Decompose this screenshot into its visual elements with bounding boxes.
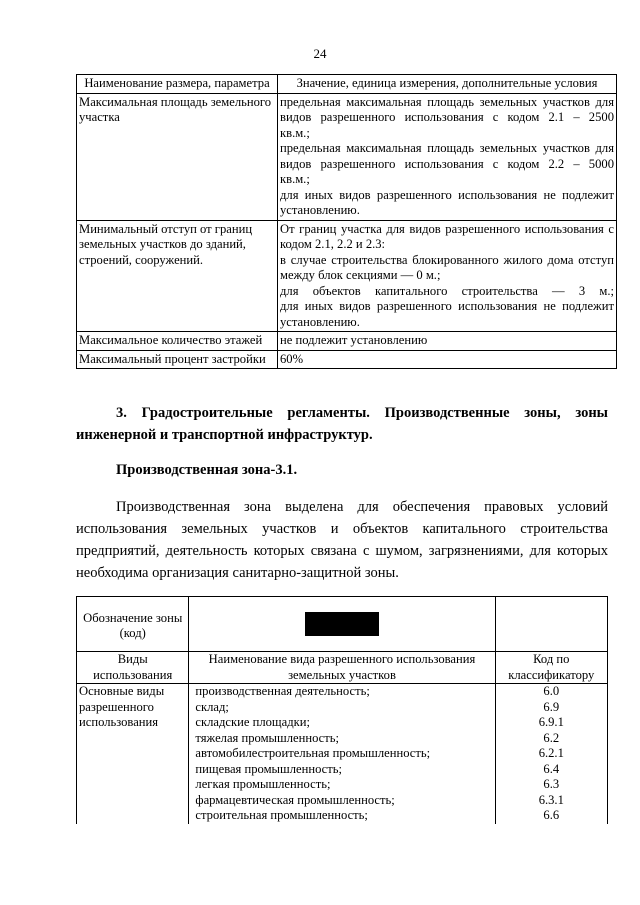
main-uses-row bbox=[77, 684, 608, 824]
use-codes-list bbox=[498, 684, 605, 824]
section-heading: 3. Градостроительные регламенты. Производственные зоны, зоны инженерной и транспортной инфраструктур. bbox=[76, 405, 608, 443]
parameter-value-line: между блок секциями — 0 м.; bbox=[280, 268, 441, 282]
table-row bbox=[77, 93, 617, 220]
parameter-value-line: 60% bbox=[280, 351, 304, 366]
zone-code-cell bbox=[189, 597, 495, 652]
parameter-name-line: Максимальное количество этажей bbox=[79, 333, 263, 347]
use-codes-cell bbox=[495, 684, 607, 824]
parameter-value-line: не подлежит установлению bbox=[280, 333, 428, 347]
parameter-value-cell bbox=[278, 332, 617, 351]
zone-description: Производственная зона выделена для обеспечения правовых условий использования земельных участков и объектов капитального строительства предприятий, деятельность которых связана с шумом, загрязнениями, для которых необходима организация санитарно-защитной зоны. bbox=[76, 499, 608, 581]
parameter-value-line: предельная максимальная площадь земельных участков для bbox=[280, 94, 614, 109]
parameter-name-line: строений, сооружений. bbox=[79, 252, 204, 267]
table-row bbox=[77, 350, 617, 369]
use-name-item: легкая промышленность; bbox=[195, 777, 331, 791]
use-names-list bbox=[191, 684, 492, 824]
column-header-types: Виды использования bbox=[77, 652, 189, 684]
parameter-name-cell bbox=[77, 93, 278, 220]
zone-code-row bbox=[77, 597, 608, 652]
use-name-item: автомобилестроительная промышленность; bbox=[195, 746, 431, 760]
use-name-item: пищевая промышленность; bbox=[195, 761, 343, 776]
parameter-name-line: участка bbox=[79, 110, 120, 124]
parameter-value-cell bbox=[278, 220, 617, 332]
parameters-table-body bbox=[77, 93, 617, 369]
parameter-value-line: для иных видов разрешенного использования не подлежит bbox=[280, 299, 614, 313]
parameter-name-cell bbox=[77, 350, 278, 369]
column-header-value: Значение, единица измерения, дополнительные условия bbox=[278, 75, 617, 94]
redacted-block bbox=[305, 612, 379, 636]
parameter-name-line: Максимальный процент застройки bbox=[79, 351, 266, 366]
zone-title: Производственная зона-3.1. bbox=[116, 462, 298, 478]
use-code-item: 6.3.1 bbox=[538, 792, 564, 807]
column-header-code: Код по классификатору bbox=[495, 652, 607, 684]
use-code-item: 6.2.1 bbox=[538, 746, 564, 760]
use-name-item: складские площадки; bbox=[195, 715, 310, 729]
zone-code-empty-cell bbox=[495, 597, 607, 652]
parameter-value-cell bbox=[278, 93, 617, 220]
parameter-value-line: установлению. bbox=[280, 203, 360, 217]
parameter-value-cell bbox=[278, 350, 617, 369]
parameter-value-line: видов разрешенного использования с кодом 2.2 – 5000 bbox=[280, 156, 614, 171]
use-code-item: 6.0 bbox=[543, 684, 560, 698]
use-code-item: 6.4 bbox=[543, 761, 560, 776]
use-name-item: строительная промышленность; bbox=[195, 808, 368, 822]
use-names-cell bbox=[189, 684, 495, 824]
use-name-item: тяжелая промышленность; bbox=[195, 730, 340, 745]
parameter-value-line: кв.м.; bbox=[280, 125, 310, 140]
parameter-name-line: Максимальная площадь земельного bbox=[79, 94, 272, 109]
parameters-table bbox=[76, 74, 617, 369]
parameter-name-cell bbox=[77, 332, 278, 351]
zone-table bbox=[76, 596, 608, 824]
main-types-label: Основные виды разрешенного использования bbox=[77, 684, 189, 824]
parameter-value-line: От границ участка для видов разрешенного использования с bbox=[280, 221, 614, 236]
parameter-value-line: для объектов капитального строительства — 3 м.; bbox=[280, 283, 614, 298]
use-name-item: фармацевтическая промышленность; bbox=[195, 792, 395, 807]
table-row bbox=[77, 332, 617, 351]
parameter-value-line: кв.м.; bbox=[280, 172, 310, 186]
parameter-name-cell bbox=[77, 220, 278, 332]
use-name-item: производственная деятельность; bbox=[195, 684, 370, 698]
parameter-value-line: предельная максимальная площадь земельных участков для bbox=[280, 141, 614, 155]
parameter-value-line: видов разрешенного использования с кодом 2.1 – 2500 bbox=[280, 110, 614, 124]
use-code-item: 6.9.1 bbox=[538, 715, 564, 729]
parameter-name-line: Минимальный отступ от границ bbox=[79, 221, 253, 236]
parameter-value-line: в случае строительства блокированного жилого дома отступ bbox=[280, 252, 614, 267]
use-code-item: 6.6 bbox=[543, 808, 560, 822]
table-row bbox=[77, 220, 617, 332]
table-header-row bbox=[77, 75, 617, 94]
parameter-value-line: кодом 2.1, 2.2 и 2.3: bbox=[280, 237, 386, 251]
zone-table-header-row bbox=[77, 652, 608, 684]
use-code-item: 6.9 bbox=[543, 699, 560, 714]
parameter-name-line: земельных участков до зданий, bbox=[79, 237, 246, 251]
use-name-item: склад; bbox=[195, 699, 229, 714]
page-number: 24 bbox=[313, 46, 327, 61]
use-code-item: 6.2 bbox=[543, 730, 560, 745]
parameter-value-line: для иных видов разрешенного использования не подлежит bbox=[280, 187, 614, 202]
use-code-item: 6.3 bbox=[543, 777, 560, 791]
zone-code-label: Обозначение зоны (код) bbox=[77, 597, 189, 652]
column-header-use-name: Наименование вида разрешенного использования земельных участков bbox=[189, 652, 495, 684]
column-header-parameter: Наименование размера, параметра bbox=[77, 75, 278, 94]
parameter-value-line: установлению. bbox=[280, 314, 360, 329]
